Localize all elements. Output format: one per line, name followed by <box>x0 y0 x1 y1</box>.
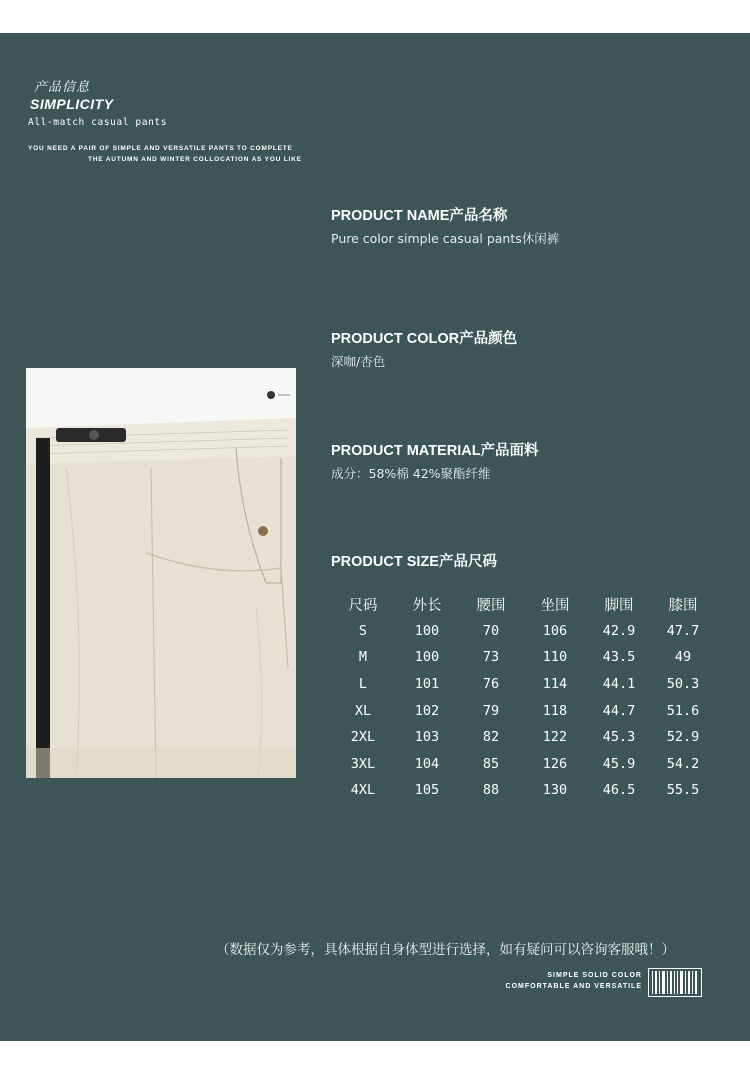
product-material-label: PRODUCT MATERIAL产品面料 <box>331 443 539 459</box>
table-row <box>331 777 715 804</box>
table-cell: 45.3 <box>602 729 636 746</box>
header-cell: 脚围 <box>604 597 634 614</box>
table-cell: 76 <box>482 676 500 693</box>
table-cell: 70 <box>482 622 500 639</box>
product-name-value: Pure color simple casual pants休闲裤 <box>331 231 560 246</box>
table-cell: 104 <box>414 755 440 772</box>
table-cell: 126 <box>542 755 568 772</box>
table-row <box>331 751 715 778</box>
table-cell: 106 <box>542 622 568 639</box>
table-cell: 44.7 <box>602 702 636 719</box>
table-cell: 54.2 <box>666 755 700 772</box>
product-size-label: PRODUCT SIZE产品尺码 <box>331 554 497 570</box>
product-color-value: 深咖/杏色 <box>331 354 386 369</box>
table-cell: 114 <box>542 676 568 693</box>
table-cell: 46.5 <box>602 782 636 799</box>
table-row <box>331 644 715 671</box>
product-name-label: PRODUCT NAME产品名称 <box>331 208 508 224</box>
product-photo <box>26 368 296 778</box>
table-cell: 42.9 <box>602 622 636 639</box>
table-cell: L <box>358 676 368 693</box>
table-cell: 44.1 <box>602 676 636 693</box>
pants-illustration <box>26 368 296 778</box>
table-cell: 105 <box>414 782 440 799</box>
table-cell: 43.5 <box>602 649 636 666</box>
barcode-icon <box>648 968 702 997</box>
table-cell: 45.9 <box>602 755 636 772</box>
table-cell: 101 <box>414 676 440 693</box>
header-subtitle: All-match casual pants <box>28 117 168 128</box>
header-cell: 坐围 <box>540 597 570 614</box>
table-cell: 73 <box>482 649 500 666</box>
footer-tag-1: SIMPLE SOLID COLOR <box>547 972 642 979</box>
table-cell: 4XL <box>350 782 376 799</box>
size-table <box>331 591 715 804</box>
size-disclaimer: （数据仅为参考，具体根据自身体型进行选择，如有疑问可以咨询客服哦！） <box>216 942 675 958</box>
table-cell: M <box>358 649 368 666</box>
header-brand: SIMPLICITY <box>30 96 114 112</box>
header-cell: 膝围 <box>668 597 698 614</box>
header-cn-title: 产品信息 <box>34 80 91 95</box>
table-cell: XL <box>354 702 372 719</box>
table-cell: 130 <box>542 782 568 799</box>
table-cell: 103 <box>414 729 440 746</box>
table-cell: 51.6 <box>666 702 700 719</box>
table-cell: 100 <box>414 649 440 666</box>
product-info-panel <box>0 33 750 1041</box>
table-row <box>331 724 715 751</box>
product-color-label: PRODUCT COLOR产品颜色 <box>331 331 518 347</box>
header-tagline-1: YOU NEED A PAIR OF SIMPLE AND VERSATILE PANTS TO COMPLETE <box>28 145 293 152</box>
table-cell: 50.3 <box>666 676 700 693</box>
header-cell: 尺码 <box>348 597 378 614</box>
table-cell: 82 <box>482 729 500 746</box>
table-cell: 118 <box>542 702 568 719</box>
table-cell: 3XL <box>350 755 376 772</box>
table-cell: 100 <box>414 622 440 639</box>
header-cell: 腰围 <box>476 597 506 614</box>
table-cell: 49 <box>674 649 692 666</box>
table-cell: 88 <box>482 782 500 799</box>
table-cell: S <box>358 622 368 639</box>
table-cell: 2XL <box>350 729 376 746</box>
table-cell: 52.9 <box>666 729 700 746</box>
table-cell: 79 <box>482 702 500 719</box>
table-cell: 47.7 <box>666 622 700 639</box>
table-cell: 110 <box>542 649 568 666</box>
table-row <box>331 697 715 724</box>
table-row <box>331 671 715 698</box>
table-cell: 85 <box>482 755 500 772</box>
footer-tag-2: COMFORTABLE AND VERSATILE <box>505 983 642 990</box>
table-cell: 102 <box>414 702 440 719</box>
size-table-header <box>331 591 715 618</box>
table-cell: 55.5 <box>666 782 700 799</box>
header-tagline-2: THE AUTUMN AND WINTER COLLOCATION AS YOU LIKE <box>88 156 302 163</box>
table-row <box>331 618 715 645</box>
table-cell: 122 <box>542 729 568 746</box>
product-material-value: 成分：58%棉 42%聚酯纤维 <box>331 466 491 481</box>
header-cell: 外长 <box>412 597 442 614</box>
